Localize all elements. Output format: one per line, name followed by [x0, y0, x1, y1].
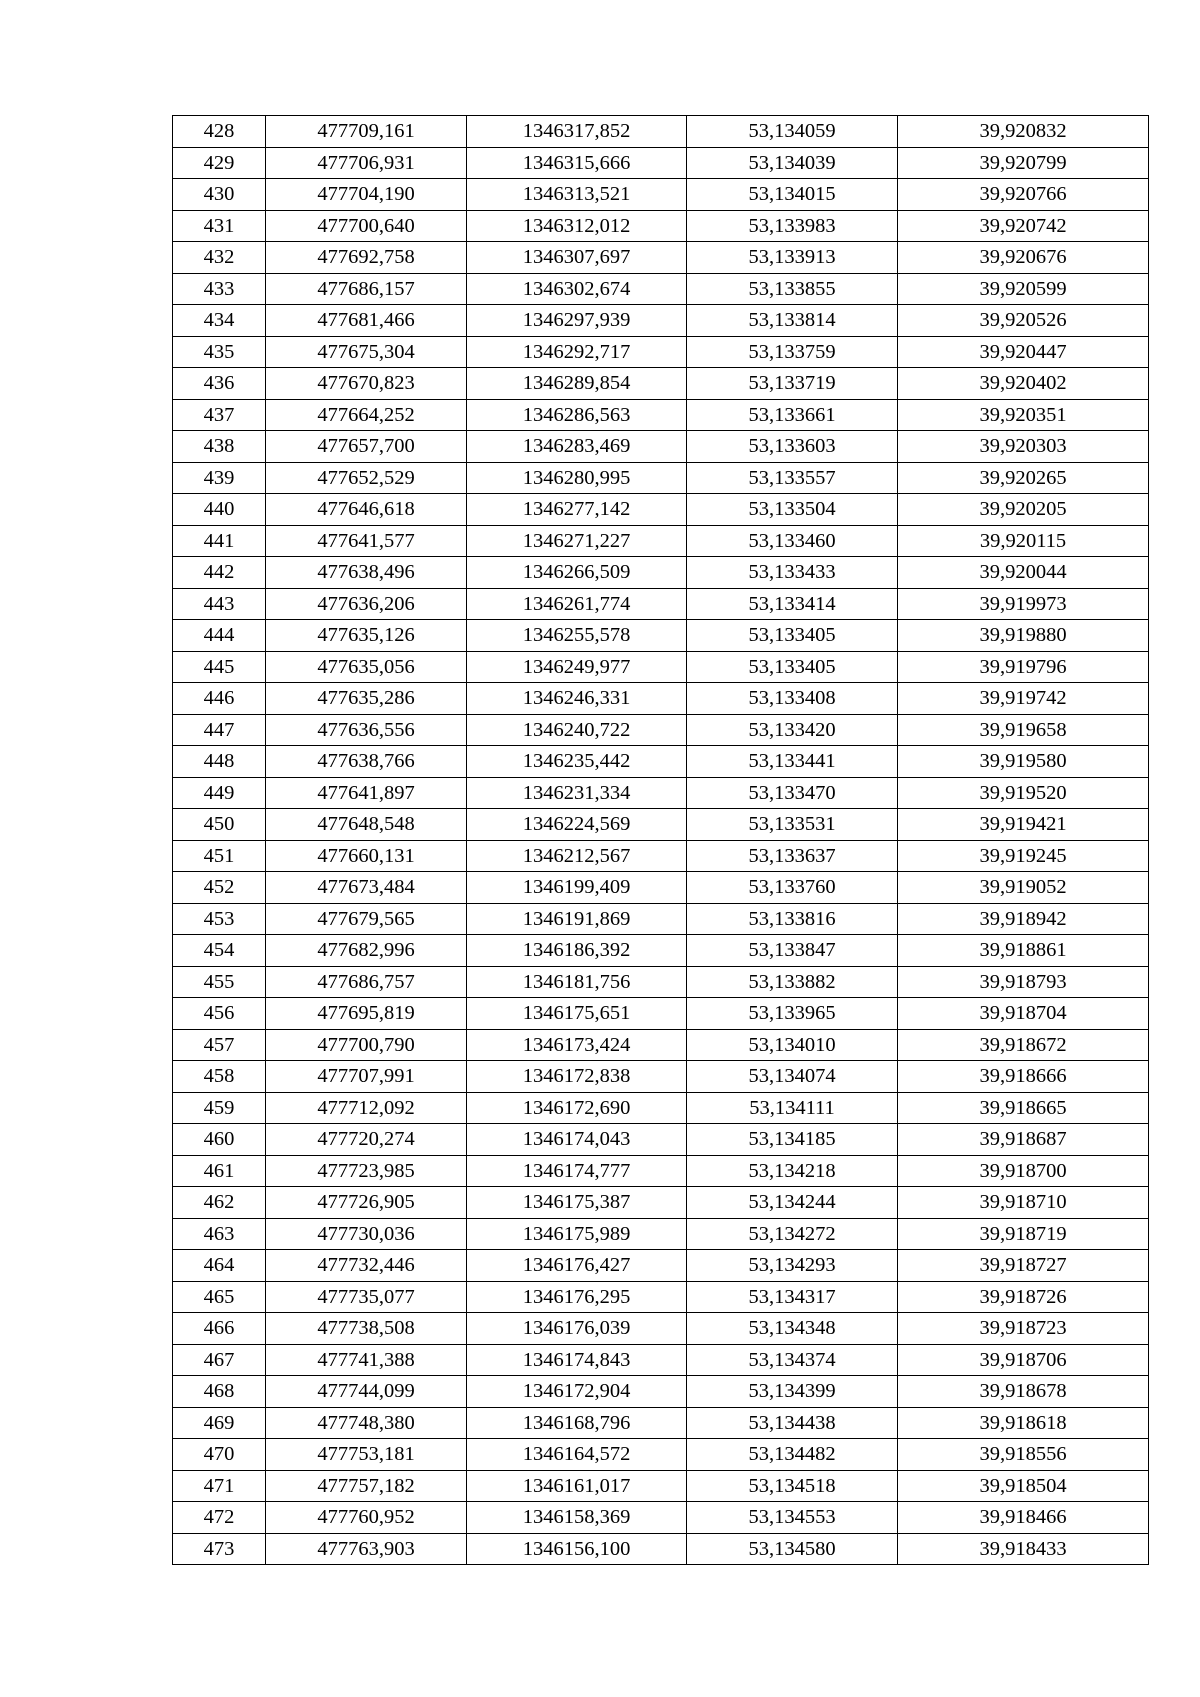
longitude-cell: 39,919796	[898, 651, 1149, 683]
x-coordinate-cell: 477700,640	[266, 210, 467, 242]
table-row	[173, 305, 1149, 337]
y-coordinate-cell: 1346176,295	[467, 1281, 687, 1313]
latitude-cell: 53,133414	[687, 588, 898, 620]
longitude-cell: 39,920447	[898, 336, 1149, 368]
y-coordinate-cell: 1346175,651	[467, 998, 687, 1030]
table-row	[173, 494, 1149, 526]
y-coordinate-cell: 1346255,578	[467, 620, 687, 652]
latitude-cell: 53,134010	[687, 1029, 898, 1061]
latitude-cell: 53,133759	[687, 336, 898, 368]
table-row	[173, 399, 1149, 431]
latitude-cell: 53,133603	[687, 431, 898, 463]
y-coordinate-cell: 1346317,852	[467, 116, 687, 148]
table-row	[173, 1155, 1149, 1187]
latitude-cell: 53,133661	[687, 399, 898, 431]
point-number-cell: 449	[173, 777, 266, 809]
table-row	[173, 651, 1149, 683]
table-row	[173, 746, 1149, 778]
x-coordinate-cell: 477738,508	[266, 1313, 467, 1345]
point-number-cell: 438	[173, 431, 266, 463]
longitude-cell: 39,918687	[898, 1124, 1149, 1156]
table-row	[173, 872, 1149, 904]
x-coordinate-cell: 477741,388	[266, 1344, 467, 1376]
y-coordinate-cell: 1346313,521	[467, 179, 687, 211]
table-row	[173, 1250, 1149, 1282]
point-number-cell: 447	[173, 714, 266, 746]
y-coordinate-cell: 1346307,697	[467, 242, 687, 274]
point-number-cell: 433	[173, 273, 266, 305]
y-coordinate-cell: 1346280,995	[467, 462, 687, 494]
longitude-cell: 39,919580	[898, 746, 1149, 778]
table-row	[173, 1407, 1149, 1439]
x-coordinate-cell: 477638,766	[266, 746, 467, 778]
latitude-cell: 53,133983	[687, 210, 898, 242]
latitude-cell: 53,134272	[687, 1218, 898, 1250]
table-row	[173, 147, 1149, 179]
table-row	[173, 431, 1149, 463]
latitude-cell: 53,133531	[687, 809, 898, 841]
table-row	[173, 525, 1149, 557]
y-coordinate-cell: 1346240,722	[467, 714, 687, 746]
latitude-cell: 53,133504	[687, 494, 898, 526]
latitude-cell: 53,133405	[687, 651, 898, 683]
table-row	[173, 1533, 1149, 1565]
latitude-cell: 53,133913	[687, 242, 898, 274]
table-row	[173, 1218, 1149, 1250]
table-row	[173, 336, 1149, 368]
y-coordinate-cell: 1346286,563	[467, 399, 687, 431]
coordinates-table-body	[173, 116, 1149, 1565]
x-coordinate-cell: 477709,161	[266, 116, 467, 148]
x-coordinate-cell: 477720,274	[266, 1124, 467, 1156]
longitude-cell: 39,920742	[898, 210, 1149, 242]
latitude-cell: 53,134015	[687, 179, 898, 211]
longitude-cell: 39,918672	[898, 1029, 1149, 1061]
x-coordinate-cell: 477686,157	[266, 273, 467, 305]
point-number-cell: 428	[173, 116, 266, 148]
point-number-cell: 459	[173, 1092, 266, 1124]
y-coordinate-cell: 1346172,690	[467, 1092, 687, 1124]
longitude-cell: 39,918727	[898, 1250, 1149, 1282]
longitude-cell: 39,920766	[898, 179, 1149, 211]
latitude-cell: 53,133470	[687, 777, 898, 809]
table-row	[173, 1092, 1149, 1124]
x-coordinate-cell: 477763,903	[266, 1533, 467, 1565]
table-row	[173, 588, 1149, 620]
table-row	[173, 462, 1149, 494]
x-coordinate-cell: 477723,985	[266, 1155, 467, 1187]
latitude-cell: 53,134074	[687, 1061, 898, 1093]
table-row	[173, 966, 1149, 998]
table-row	[173, 1344, 1149, 1376]
x-coordinate-cell: 477735,077	[266, 1281, 467, 1313]
y-coordinate-cell: 1346261,774	[467, 588, 687, 620]
latitude-cell: 53,133760	[687, 872, 898, 904]
table-row	[173, 1470, 1149, 1502]
y-coordinate-cell: 1346266,509	[467, 557, 687, 589]
y-coordinate-cell: 1346176,427	[467, 1250, 687, 1282]
longitude-cell: 39,920044	[898, 557, 1149, 589]
point-number-cell: 451	[173, 840, 266, 872]
longitude-cell: 39,920676	[898, 242, 1149, 274]
point-number-cell: 444	[173, 620, 266, 652]
y-coordinate-cell: 1346231,334	[467, 777, 687, 809]
longitude-cell: 39,918719	[898, 1218, 1149, 1250]
longitude-cell: 39,918706	[898, 1344, 1149, 1376]
table-row	[173, 1061, 1149, 1093]
x-coordinate-cell: 477757,182	[266, 1470, 467, 1502]
y-coordinate-cell: 1346181,756	[467, 966, 687, 998]
longitude-cell: 39,918466	[898, 1502, 1149, 1534]
longitude-cell: 39,920265	[898, 462, 1149, 494]
x-coordinate-cell: 477707,991	[266, 1061, 467, 1093]
point-number-cell: 462	[173, 1187, 266, 1219]
point-number-cell: 439	[173, 462, 266, 494]
latitude-cell: 53,134518	[687, 1470, 898, 1502]
longitude-cell: 39,918704	[898, 998, 1149, 1030]
longitude-cell: 39,920832	[898, 116, 1149, 148]
longitude-cell: 39,918504	[898, 1470, 1149, 1502]
table-row	[173, 1313, 1149, 1345]
y-coordinate-cell: 1346158,369	[467, 1502, 687, 1534]
longitude-cell: 39,918700	[898, 1155, 1149, 1187]
y-coordinate-cell: 1346186,392	[467, 935, 687, 967]
point-number-cell: 429	[173, 147, 266, 179]
table-row	[173, 1502, 1149, 1534]
table-row	[173, 903, 1149, 935]
table-row	[173, 1439, 1149, 1471]
y-coordinate-cell: 1346212,567	[467, 840, 687, 872]
table-row	[173, 273, 1149, 305]
longitude-cell: 39,919880	[898, 620, 1149, 652]
longitude-cell: 39,918665	[898, 1092, 1149, 1124]
table-row	[173, 998, 1149, 1030]
longitude-cell: 39,920205	[898, 494, 1149, 526]
point-number-cell: 442	[173, 557, 266, 589]
longitude-cell: 39,919421	[898, 809, 1149, 841]
table-row	[173, 620, 1149, 652]
latitude-cell: 53,134580	[687, 1533, 898, 1565]
latitude-cell: 53,133816	[687, 903, 898, 935]
point-number-cell: 452	[173, 872, 266, 904]
longitude-cell: 39,918666	[898, 1061, 1149, 1093]
latitude-cell: 53,133855	[687, 273, 898, 305]
point-number-cell: 466	[173, 1313, 266, 1345]
latitude-cell: 53,134218	[687, 1155, 898, 1187]
table-row	[173, 1376, 1149, 1408]
x-coordinate-cell: 477760,952	[266, 1502, 467, 1534]
longitude-cell: 39,919052	[898, 872, 1149, 904]
latitude-cell: 53,133847	[687, 935, 898, 967]
x-coordinate-cell: 477652,529	[266, 462, 467, 494]
point-number-cell: 437	[173, 399, 266, 431]
y-coordinate-cell: 1346271,227	[467, 525, 687, 557]
latitude-cell: 53,133405	[687, 620, 898, 652]
y-coordinate-cell: 1346176,039	[467, 1313, 687, 1345]
x-coordinate-cell: 477681,466	[266, 305, 467, 337]
longitude-cell: 39,920402	[898, 368, 1149, 400]
table-row	[173, 242, 1149, 274]
latitude-cell: 53,134482	[687, 1439, 898, 1471]
point-number-cell: 472	[173, 1502, 266, 1534]
x-coordinate-cell: 477675,304	[266, 336, 467, 368]
point-number-cell: 456	[173, 998, 266, 1030]
latitude-cell: 53,133433	[687, 557, 898, 589]
table-row	[173, 179, 1149, 211]
y-coordinate-cell: 1346175,387	[467, 1187, 687, 1219]
latitude-cell: 53,134348	[687, 1313, 898, 1345]
latitude-cell: 53,134185	[687, 1124, 898, 1156]
point-number-cell: 430	[173, 179, 266, 211]
x-coordinate-cell: 477732,446	[266, 1250, 467, 1282]
x-coordinate-cell: 477635,126	[266, 620, 467, 652]
x-coordinate-cell: 477664,252	[266, 399, 467, 431]
longitude-cell: 39,918723	[898, 1313, 1149, 1345]
y-coordinate-cell: 1346315,666	[467, 147, 687, 179]
x-coordinate-cell: 477636,206	[266, 588, 467, 620]
longitude-cell: 39,920599	[898, 273, 1149, 305]
x-coordinate-cell: 477641,897	[266, 777, 467, 809]
x-coordinate-cell: 477692,758	[266, 242, 467, 274]
longitude-cell: 39,919658	[898, 714, 1149, 746]
point-number-cell: 446	[173, 683, 266, 715]
y-coordinate-cell: 1346289,854	[467, 368, 687, 400]
point-number-cell: 468	[173, 1376, 266, 1408]
x-coordinate-cell: 477636,556	[266, 714, 467, 746]
y-coordinate-cell: 1346174,777	[467, 1155, 687, 1187]
x-coordinate-cell: 477682,996	[266, 935, 467, 967]
x-coordinate-cell: 477744,099	[266, 1376, 467, 1408]
point-number-cell: 453	[173, 903, 266, 935]
y-coordinate-cell: 1346191,869	[467, 903, 687, 935]
latitude-cell: 53,133637	[687, 840, 898, 872]
x-coordinate-cell: 477748,380	[266, 1407, 467, 1439]
point-number-cell: 445	[173, 651, 266, 683]
table-row	[173, 1281, 1149, 1313]
y-coordinate-cell: 1346161,017	[467, 1470, 687, 1502]
x-coordinate-cell: 477648,548	[266, 809, 467, 841]
point-number-cell: 431	[173, 210, 266, 242]
longitude-cell: 39,920303	[898, 431, 1149, 463]
x-coordinate-cell: 477712,092	[266, 1092, 467, 1124]
longitude-cell: 39,920799	[898, 147, 1149, 179]
x-coordinate-cell: 477753,181	[266, 1439, 467, 1471]
point-number-cell: 461	[173, 1155, 266, 1187]
table-row	[173, 557, 1149, 589]
y-coordinate-cell: 1346175,989	[467, 1218, 687, 1250]
table-row	[173, 840, 1149, 872]
table-row	[173, 1124, 1149, 1156]
latitude-cell: 53,133719	[687, 368, 898, 400]
point-number-cell: 434	[173, 305, 266, 337]
y-coordinate-cell: 1346156,100	[467, 1533, 687, 1565]
latitude-cell: 53,133965	[687, 998, 898, 1030]
y-coordinate-cell: 1346246,331	[467, 683, 687, 715]
x-coordinate-cell: 477679,565	[266, 903, 467, 935]
coordinates-table	[172, 115, 1149, 1565]
table-row	[173, 1029, 1149, 1061]
latitude-cell: 53,134317	[687, 1281, 898, 1313]
longitude-cell: 39,919245	[898, 840, 1149, 872]
table-row	[173, 777, 1149, 809]
y-coordinate-cell: 1346172,838	[467, 1061, 687, 1093]
y-coordinate-cell: 1346174,043	[467, 1124, 687, 1156]
x-coordinate-cell: 477646,618	[266, 494, 467, 526]
table-row	[173, 935, 1149, 967]
x-coordinate-cell: 477635,056	[266, 651, 467, 683]
latitude-cell: 53,134293	[687, 1250, 898, 1282]
x-coordinate-cell: 477700,790	[266, 1029, 467, 1061]
point-number-cell: 471	[173, 1470, 266, 1502]
point-number-cell: 432	[173, 242, 266, 274]
y-coordinate-cell: 1346172,904	[467, 1376, 687, 1408]
latitude-cell: 53,133408	[687, 683, 898, 715]
table-row	[173, 683, 1149, 715]
table-row	[173, 1187, 1149, 1219]
y-coordinate-cell: 1346199,409	[467, 872, 687, 904]
longitude-cell: 39,918433	[898, 1533, 1149, 1565]
latitude-cell: 53,133460	[687, 525, 898, 557]
y-coordinate-cell: 1346168,796	[467, 1407, 687, 1439]
longitude-cell: 39,919973	[898, 588, 1149, 620]
x-coordinate-cell: 477670,823	[266, 368, 467, 400]
longitude-cell: 39,920351	[898, 399, 1149, 431]
y-coordinate-cell: 1346277,142	[467, 494, 687, 526]
longitude-cell: 39,918618	[898, 1407, 1149, 1439]
latitude-cell: 53,133882	[687, 966, 898, 998]
point-number-cell: 457	[173, 1029, 266, 1061]
longitude-cell: 39,918678	[898, 1376, 1149, 1408]
latitude-cell: 53,134244	[687, 1187, 898, 1219]
longitude-cell: 39,919742	[898, 683, 1149, 715]
x-coordinate-cell: 477660,131	[266, 840, 467, 872]
point-number-cell: 458	[173, 1061, 266, 1093]
longitude-cell: 39,919520	[898, 777, 1149, 809]
point-number-cell: 470	[173, 1439, 266, 1471]
point-number-cell: 473	[173, 1533, 266, 1565]
longitude-cell: 39,920115	[898, 525, 1149, 557]
x-coordinate-cell: 477695,819	[266, 998, 467, 1030]
point-number-cell: 465	[173, 1281, 266, 1313]
latitude-cell: 53,134374	[687, 1344, 898, 1376]
latitude-cell: 53,134111	[687, 1092, 898, 1124]
longitude-cell: 39,918556	[898, 1439, 1149, 1471]
latitude-cell: 53,133557	[687, 462, 898, 494]
y-coordinate-cell: 1346164,572	[467, 1439, 687, 1471]
x-coordinate-cell: 477635,286	[266, 683, 467, 715]
point-number-cell: 463	[173, 1218, 266, 1250]
latitude-cell: 53,134553	[687, 1502, 898, 1534]
point-number-cell: 448	[173, 746, 266, 778]
x-coordinate-cell: 477730,036	[266, 1218, 467, 1250]
point-number-cell: 436	[173, 368, 266, 400]
longitude-cell: 39,918793	[898, 966, 1149, 998]
latitude-cell: 53,133814	[687, 305, 898, 337]
point-number-cell: 450	[173, 809, 266, 841]
y-coordinate-cell: 1346312,012	[467, 210, 687, 242]
latitude-cell: 53,134438	[687, 1407, 898, 1439]
x-coordinate-cell: 477706,931	[266, 147, 467, 179]
point-number-cell: 441	[173, 525, 266, 557]
point-number-cell: 460	[173, 1124, 266, 1156]
x-coordinate-cell: 477657,700	[266, 431, 467, 463]
latitude-cell: 53,134039	[687, 147, 898, 179]
point-number-cell: 469	[173, 1407, 266, 1439]
longitude-cell: 39,918861	[898, 935, 1149, 967]
point-number-cell: 443	[173, 588, 266, 620]
point-number-cell: 440	[173, 494, 266, 526]
latitude-cell: 53,133420	[687, 714, 898, 746]
longitude-cell: 39,918942	[898, 903, 1149, 935]
y-coordinate-cell: 1346302,674	[467, 273, 687, 305]
table-row	[173, 368, 1149, 400]
table-row	[173, 714, 1149, 746]
longitude-cell: 39,918726	[898, 1281, 1149, 1313]
x-coordinate-cell: 477726,905	[266, 1187, 467, 1219]
y-coordinate-cell: 1346235,442	[467, 746, 687, 778]
point-number-cell: 464	[173, 1250, 266, 1282]
table-row	[173, 210, 1149, 242]
table-row	[173, 116, 1149, 148]
y-coordinate-cell: 1346292,717	[467, 336, 687, 368]
table-row	[173, 809, 1149, 841]
point-number-cell: 435	[173, 336, 266, 368]
longitude-cell: 39,920526	[898, 305, 1149, 337]
x-coordinate-cell: 477704,190	[266, 179, 467, 211]
latitude-cell: 53,134059	[687, 116, 898, 148]
x-coordinate-cell: 477673,484	[266, 872, 467, 904]
latitude-cell: 53,133441	[687, 746, 898, 778]
latitude-cell: 53,134399	[687, 1376, 898, 1408]
y-coordinate-cell: 1346297,939	[467, 305, 687, 337]
point-number-cell: 467	[173, 1344, 266, 1376]
y-coordinate-cell: 1346174,843	[467, 1344, 687, 1376]
y-coordinate-cell: 1346249,977	[467, 651, 687, 683]
x-coordinate-cell: 477686,757	[266, 966, 467, 998]
point-number-cell: 454	[173, 935, 266, 967]
point-number-cell: 455	[173, 966, 266, 998]
longitude-cell: 39,918710	[898, 1187, 1149, 1219]
y-coordinate-cell: 1346224,569	[467, 809, 687, 841]
y-coordinate-cell: 1346283,469	[467, 431, 687, 463]
y-coordinate-cell: 1346173,424	[467, 1029, 687, 1061]
x-coordinate-cell: 477641,577	[266, 525, 467, 557]
x-coordinate-cell: 477638,496	[266, 557, 467, 589]
